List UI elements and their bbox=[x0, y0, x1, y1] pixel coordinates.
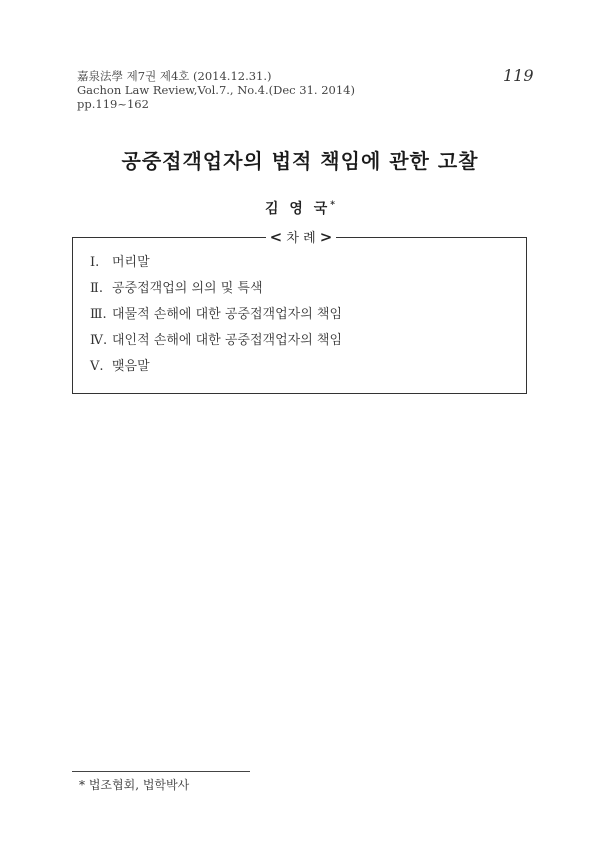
table-of-contents bbox=[72, 228, 527, 394]
toc-item bbox=[90, 328, 342, 354]
toc-item-text: 머리말 bbox=[112, 255, 150, 270]
toc-heading-label: 차 례 bbox=[286, 231, 316, 246]
toc-item-text: 공중접객업의 의의 및 특색 bbox=[112, 281, 263, 296]
toc-item bbox=[90, 354, 342, 380]
toc-item-number: Ⅴ. bbox=[90, 359, 104, 374]
toc-item-text: 대물적 손해에 대한 공중접객업자의 책임 bbox=[112, 307, 343, 322]
article-title: 공중접객업자의 법적 책임에 관한 고찰 bbox=[121, 149, 479, 173]
toc-item-number: Ⅰ. bbox=[90, 255, 100, 270]
footnote-divider bbox=[72, 771, 250, 772]
page-number: 119 bbox=[503, 66, 534, 85]
toc-item-number: Ⅲ. bbox=[90, 307, 107, 322]
left-angle-icon: < bbox=[269, 228, 283, 246]
toc-item bbox=[90, 302, 342, 328]
toc-heading bbox=[266, 228, 336, 246]
toc-item-number: Ⅳ. bbox=[90, 333, 108, 348]
toc-item bbox=[90, 250, 342, 276]
footnote-text: 법조협회, 법학박사 bbox=[88, 778, 190, 792]
journal-pages: pp.119~162 bbox=[77, 97, 149, 111]
journal-header bbox=[77, 69, 355, 111]
author bbox=[0, 198, 600, 218]
author-footnote-marker: * bbox=[330, 200, 336, 211]
toc-item-text: 맺음말 bbox=[112, 359, 150, 374]
journal-korean-citation: 嘉泉法學 제7권 제4호 (2014.12.31.) bbox=[77, 69, 272, 83]
toc-list bbox=[90, 250, 342, 380]
journal-english-citation: Gachon Law Review,Vol.7., No.4.(Dec 31. 2014) bbox=[77, 83, 355, 97]
toc-item bbox=[90, 276, 342, 302]
footnote-marker: * bbox=[79, 778, 85, 792]
footnote bbox=[79, 776, 189, 793]
right-angle-icon: > bbox=[319, 228, 333, 246]
toc-item-text: 대인적 손해에 대한 공중접객업자의 책임 bbox=[112, 333, 343, 348]
toc-item-number: Ⅱ. bbox=[90, 281, 103, 296]
author-name: 김 영 국 bbox=[264, 201, 331, 217]
